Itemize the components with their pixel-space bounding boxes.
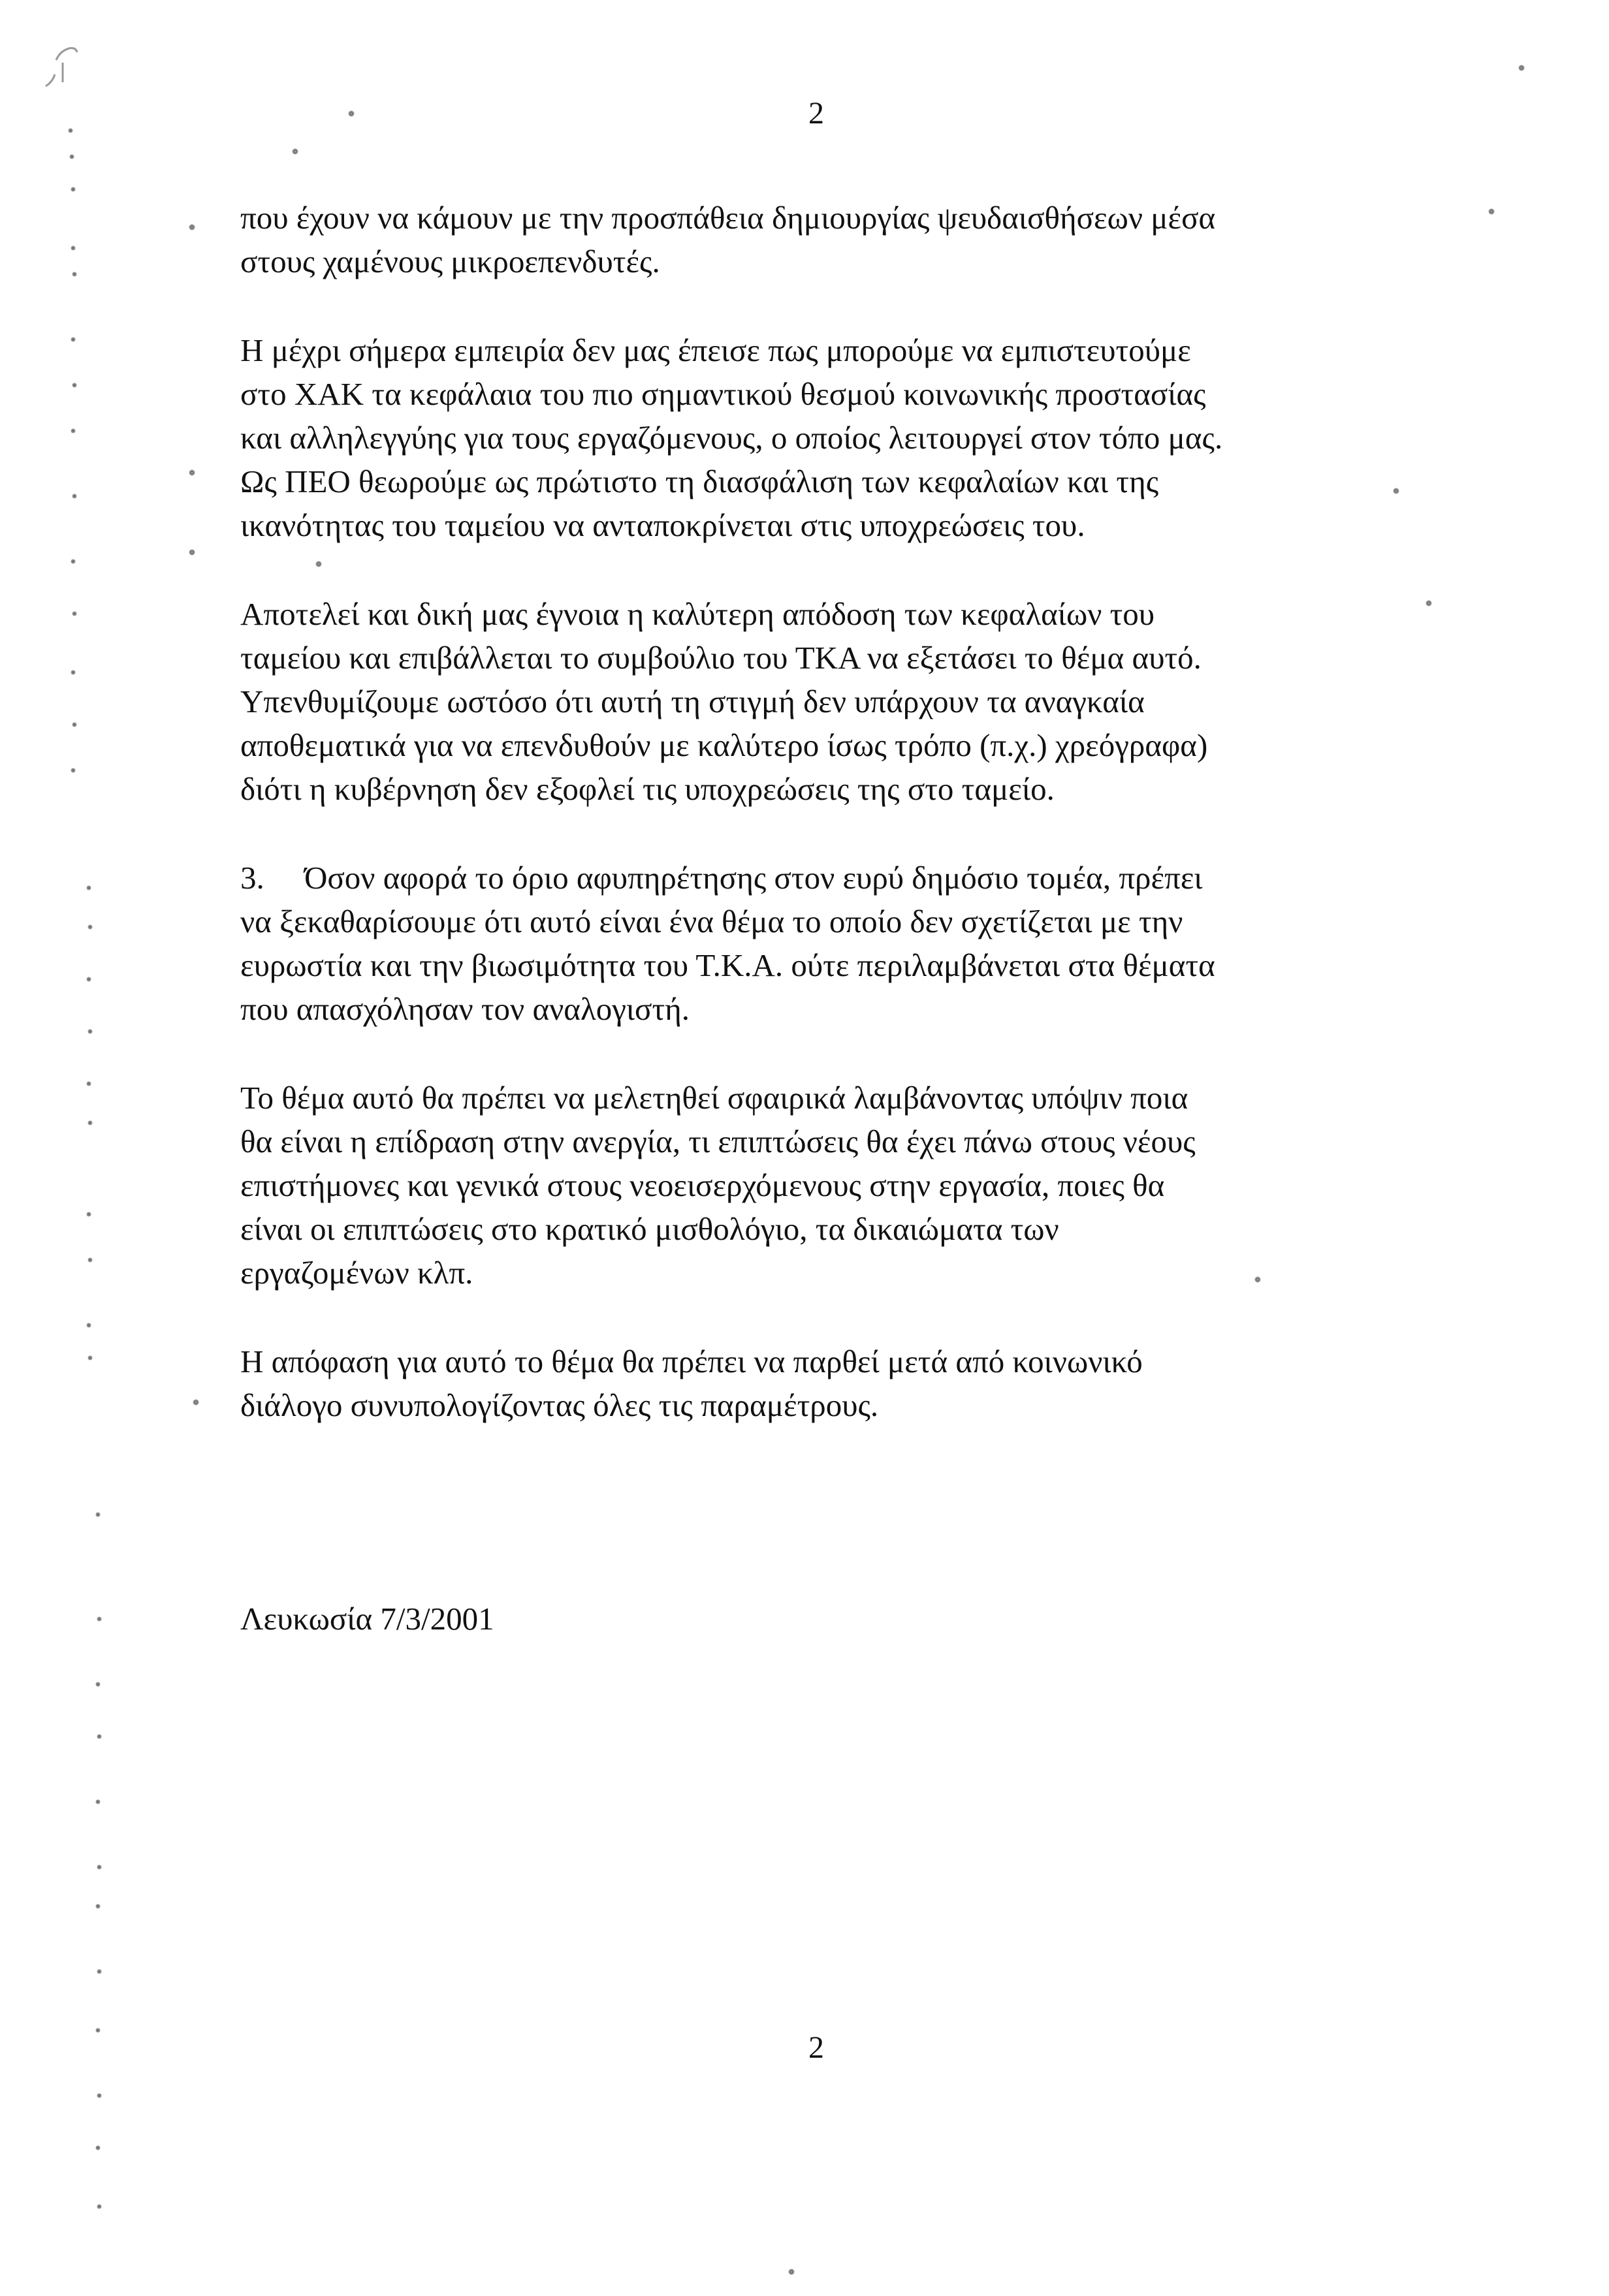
text-line: διότι η κυβέρνηση δεν εξοφλεί τις υποχρεώσεις της στο ταμείο.	[240, 771, 1055, 807]
page-number-top: 2	[808, 96, 824, 131]
paragraph-3	[240, 592, 1435, 811]
section-number: 3.	[240, 860, 264, 896]
text-line: διάλογο συνυπολογίζοντας όλες τις παραμέτρους.	[240, 1387, 879, 1423]
text-line: εργαζομένων κλπ.	[240, 1255, 473, 1291]
text-line: είναι οι επιπτώσεις στο κρατικό μισθολόγιο, τα δικαιώματα των	[240, 1211, 1059, 1247]
text-line: που απασχόλησαν τον αναλογιστή.	[240, 991, 690, 1027]
text-line: να ξεκαθαρίσουμε ότι αυτό είναι ένα θέμα το οποίο δεν σχετίζεται με την	[240, 904, 1183, 939]
place-and-date: Λευκωσία 7/3/2001	[240, 1601, 494, 1637]
text-line: Όσον αφορά το όριο αφυπηρέτησης στον ευρύ δημόσιο τομέα, πρέπει	[304, 860, 1203, 896]
text-line: επιστήμονες και γενικά στους νεοεισερχόμενους στην εργασία, ποιες θα	[240, 1167, 1165, 1203]
letter-body	[240, 196, 1435, 1472]
text-line: στους χαμένους μικροεπενδυτές.	[240, 244, 660, 279]
text-line: ευρωστία και την βιωσιμότητα του Τ.Κ.Α. ούτε περιλαμβάνεται στα θέματα	[240, 947, 1215, 983]
paragraph-1	[240, 196, 1435, 283]
paragraph-5	[240, 1076, 1435, 1295]
text-line: Ως ΠΕΟ θεωρούμε ως πρώτιστο τη διασφάλιση των κεφαλαίων και της	[240, 464, 1159, 499]
text-line: ταμείου και επιβάλλεται το συμβούλιο του ΤΚΑ να εξετάσει το θέμα αυτό.	[240, 640, 1202, 676]
text-line: θα είναι η επίδραση στην ανεργία, τι επιπτώσεις θα έχει πάνω στους νέους	[240, 1124, 1196, 1159]
text-line: Υπενθυμίζουμε ωστόσο ότι αυτή τη στιγμή δεν υπάρχουν τα αναγκαία	[240, 684, 1145, 719]
text-line: που έχουν να κάμουν με την προσπάθεια δημιουργίας ψευδαισθήσεων μέσα	[240, 200, 1216, 236]
text-line: Αποτελεί και δική μας έγνοια η καλύτερη απόδοση των κεφαλαίων του	[240, 596, 1155, 632]
text-line: και αλληλεγγύης για τους εργαζόμενους, ο οποίος λειτουργεί στον τόπο μας.	[240, 420, 1223, 456]
text-line: Η απόφαση για αυτό το θέμα θα πρέπει να παρθεί μετά από κοινωνικό	[240, 1344, 1143, 1379]
paragraph-6	[240, 1340, 1435, 1427]
text-line: αποθεματικά για να επενδυθούν με καλύτερο ίσως τρόπο (π.χ.) χρεόγραφα)	[240, 727, 1208, 763]
text-line: στο ΧΑΚ τα κεφάλαια του πιο σημαντικού θεσμού κοινωνικής προστασίας	[240, 376, 1206, 412]
numbered-line	[240, 856, 1435, 900]
paragraph-4-numbered	[240, 856, 1435, 1031]
paragraph-2	[240, 328, 1435, 547]
text-line: Το θέμα αυτό θα πρέπει να μελετηθεί σφαιρικά λαμβάνοντας υπόψιν ποια	[240, 1080, 1188, 1116]
page-number-bottom: 2	[808, 2030, 824, 2065]
text-line: Η μέχρι σήμερα εμπειρία δεν μας έπεισε πως μπορούμε να εμπιστευτούμε	[240, 332, 1191, 368]
text-line: ικανότητας του ταμείου να ανταποκρίνεται στις υποχρεώσεις του.	[240, 507, 1085, 543]
